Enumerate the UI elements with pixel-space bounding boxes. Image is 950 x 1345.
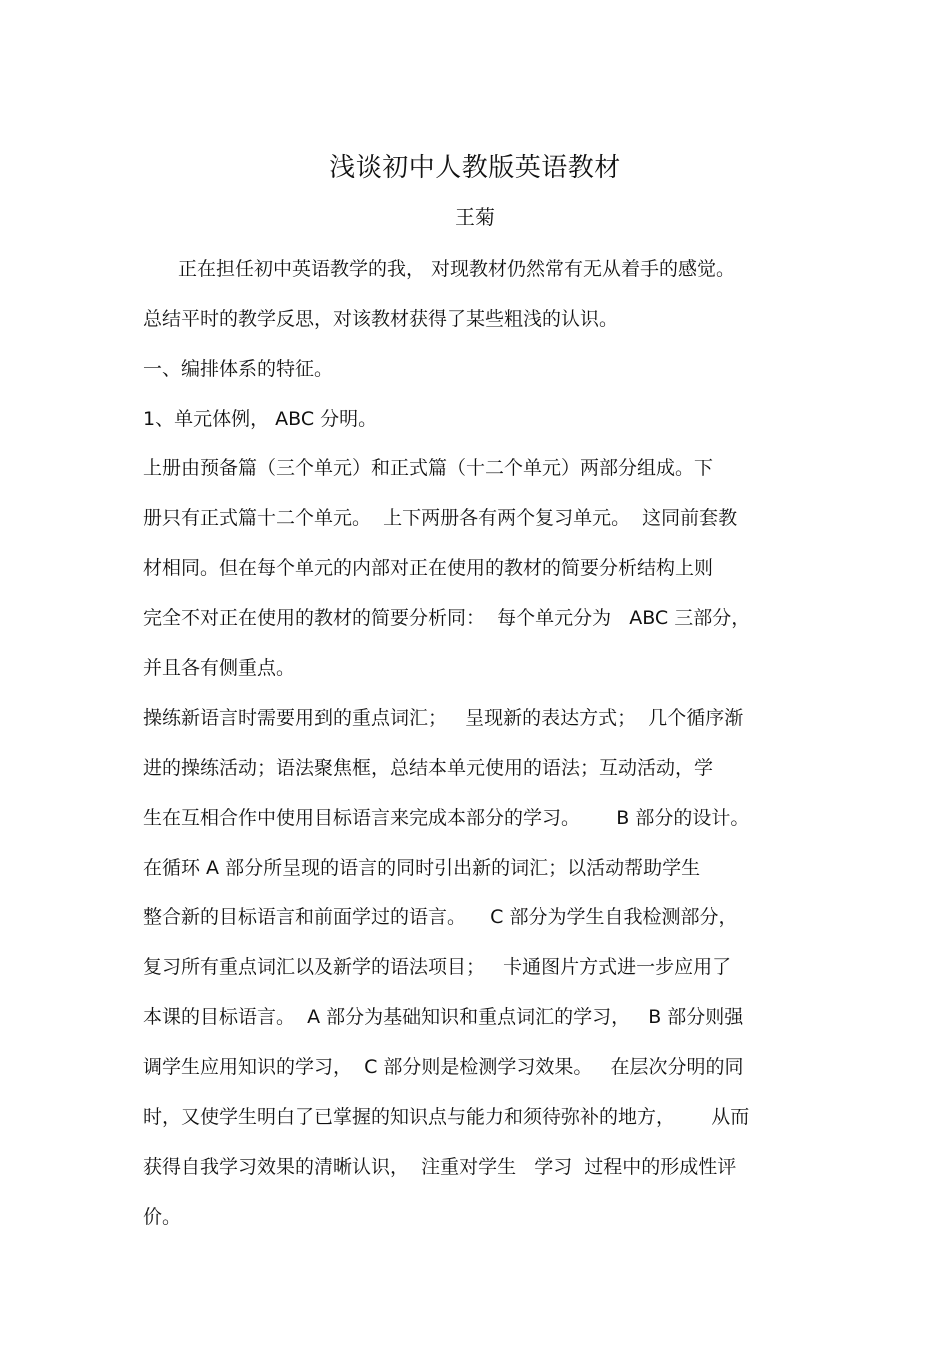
paragraph-line: 完全不对正在使用的教材的简要分析同： 每个单元分为 ABC 三部分， xyxy=(143,607,751,629)
paragraph-line: 调学生应用知识的学习， C 部分则是检测学习效果。 在层次分明的同 xyxy=(143,1056,744,1078)
paragraph-line: 价。 xyxy=(143,1206,182,1228)
paragraph-line: 整合新的目标语言和前面学过的语言。 C 部分为学生自我检测部分， xyxy=(143,906,738,928)
paragraph-line: 复习所有重点词汇以及新学的语法项目； 卡通图片方式进一步应用了 xyxy=(143,956,732,978)
subsection-heading: 1、单元体例， ABC 分明。 xyxy=(143,408,378,430)
paragraph-line: 生在互相合作中使用目标语言来完成本部分的学习。 B 部分的设计。 xyxy=(143,807,750,829)
paragraph-line: 在循环 A 部分所呈现的语言的同时引出新的词汇；以活动帮助学生 xyxy=(143,857,701,879)
paragraph-line: 总结平时的教学反思，对该教材获得了某些粗浅的认识。 xyxy=(143,308,619,330)
paragraph-line: 册只有正式篇十二个单元。 上下两册各有两个复习单元。 这同前套教 xyxy=(143,507,738,529)
paragraph-line: 操练新语言时需要用到的重点词汇； 呈现新的表达方式； 几个循序渐 xyxy=(143,707,744,729)
document-author: 王菊 xyxy=(455,205,495,229)
paragraph-line: 本课的目标语言。 A 部分为基础知识和重点词汇的学习， B 部分则强 xyxy=(143,1006,744,1028)
paragraph-line: 时，又使学生明白了已掌握的知识点与能力和须待弥补的地方， 从而 xyxy=(143,1106,750,1128)
paragraph-line: 材相同。但在每个单元的内部对正在使用的教材的简要分析结构上则 xyxy=(143,557,714,579)
paragraph-line: 正在担任初中英语教学的我， 对现教材仍然常有无从着手的感觉。 xyxy=(178,258,736,280)
section-heading: 一、编排体系的特征。 xyxy=(143,358,334,380)
paragraph-line: 并且各有侧重点。 xyxy=(143,657,296,679)
paragraph-line: 获得自我学习效果的清晰认识， 注重对学生 学习 过程中的形成性评 xyxy=(143,1156,737,1178)
document-title: 浅谈初中人教版英语教材 xyxy=(329,153,621,183)
paragraph-line: 上册由预备篇（三个单元）和正式篇（十二个单元）两部分组成。下 xyxy=(143,457,714,479)
paragraph-line: 进的操练活动；语法聚焦框，总结本单元使用的语法；互动活动，学 xyxy=(143,757,714,779)
